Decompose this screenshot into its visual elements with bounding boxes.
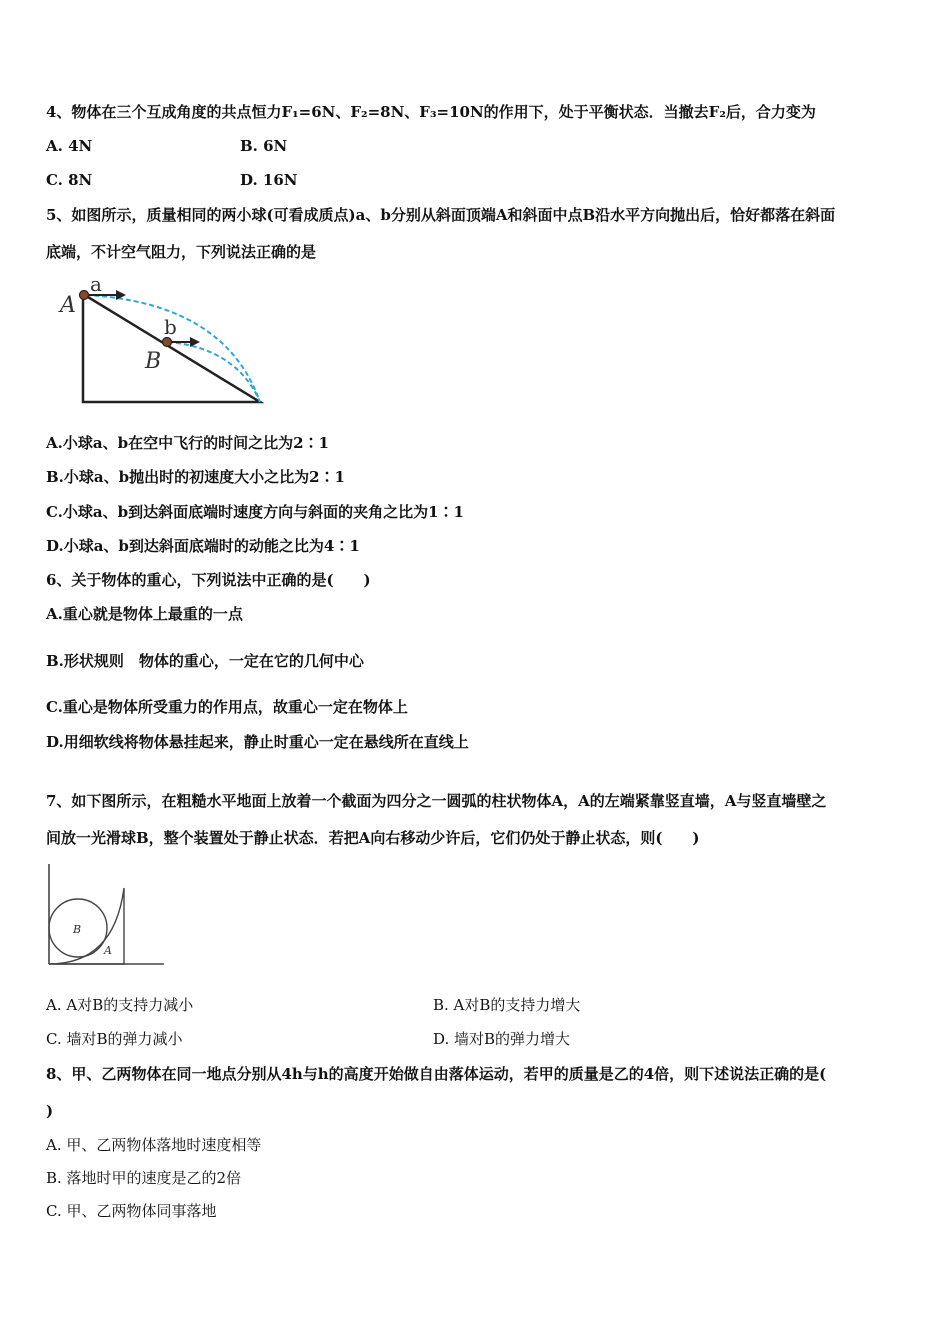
q5-stem-line1: 5、如图所示，质量相同的两小球(可看成质点)a、b分别从斜面顶端A和斜面中点B沿水平方向抛出后，恰好都落在斜面 bbox=[46, 206, 836, 224]
q5-option-a: A.小球a、b在空中飞行的时间之比为2∶1 bbox=[46, 434, 329, 452]
q8-option-c: C. 甲、乙两物体同事落地 bbox=[46, 1202, 217, 1220]
q5-option-d: D.小球a、b到达斜面底端时的动能之比为4∶1 bbox=[46, 537, 360, 555]
q4-option-d: D. 16N bbox=[240, 171, 298, 189]
q6-stem: 6、关于物体的重心，下列说法中正确的是( ) bbox=[46, 571, 371, 589]
q5-option-c: C.小球a、b到达斜面底端时速度方向与斜面的夹角之比为1∶1 bbox=[46, 503, 464, 521]
q6-option-c: C.重心是物体所受重力的作用点，故重心一定在物体上 bbox=[46, 698, 408, 716]
q7-stem-line1: 7、如下图所示，在粗糙水平地面上放着一个截面为四分之一圆弧的柱状物体A，A的左端紧靠竖直墙，A与竖直墙壁之 bbox=[46, 792, 827, 810]
wall-ball-figure bbox=[44, 860, 168, 970]
incline-projectile-figure bbox=[56, 274, 270, 408]
q8-option-b: B. 落地时甲的速度是乙的2倍 bbox=[46, 1169, 242, 1187]
ball-a bbox=[80, 291, 89, 300]
label-B: B bbox=[145, 349, 162, 374]
label-A: A bbox=[60, 293, 76, 318]
q5-stem-line2: 底端，不计空气阻力，下列说法正确的是 bbox=[46, 243, 317, 261]
q6-option-a: A.重心就是物体上最重的一点 bbox=[46, 605, 243, 623]
q7-option-b: B. A对B的支持力增大 bbox=[433, 996, 581, 1014]
q6-option-d: D.用细软线将物体悬挂起来，静止时重心一定在悬线所在直线上 bbox=[46, 733, 469, 751]
q8-stem-line1: 8、甲、乙两物体在同一地点分别从4h与h的高度开始做自由落体运动，若甲的质量是乙的4倍，则下述说法正确的是( bbox=[46, 1065, 827, 1083]
q4-option-c: C. 8N bbox=[46, 171, 93, 189]
label-b: b bbox=[164, 315, 177, 339]
incline-triangle bbox=[83, 294, 260, 402]
label-B-fig: B bbox=[73, 923, 82, 936]
q6-option-b: B.形状规则 物体的重心，一定在它的几何中心 bbox=[46, 652, 364, 670]
arrowhead-b bbox=[190, 337, 200, 347]
q5-option-b: B.小球a、b抛出时的初速度大小之比为2∶1 bbox=[46, 468, 345, 486]
q8-option-a: A. 甲、乙两物体落地时速度相等 bbox=[46, 1136, 262, 1154]
q4-option-b: B. 6N bbox=[240, 137, 288, 155]
q7-option-d: D. 墙对B的弹力增大 bbox=[433, 1030, 571, 1048]
q4-stem: 4、物体在三个互成角度的共点恒力F₁=6N、F₂=8N、F₃=10N的作用下，处于平衡状态．当撤去F₂后，合力变为 bbox=[46, 103, 816, 121]
q7-option-a: A. A对B的支持力减小 bbox=[46, 996, 194, 1014]
q4-option-a: A. 4N bbox=[46, 137, 93, 155]
quarter-arc-object bbox=[49, 888, 124, 964]
label-A-fig: A bbox=[104, 944, 112, 957]
q7-stem-line2: 间放一光滑球B，整个装置处于静止状态．若把A向右移动少许后，它们仍处于静止状态，则( ) bbox=[46, 829, 700, 847]
label-a: a bbox=[90, 274, 102, 296]
q8-stem-line2: ) bbox=[46, 1102, 54, 1120]
q7-option-c: C. 墙对B的弹力减小 bbox=[46, 1030, 183, 1048]
